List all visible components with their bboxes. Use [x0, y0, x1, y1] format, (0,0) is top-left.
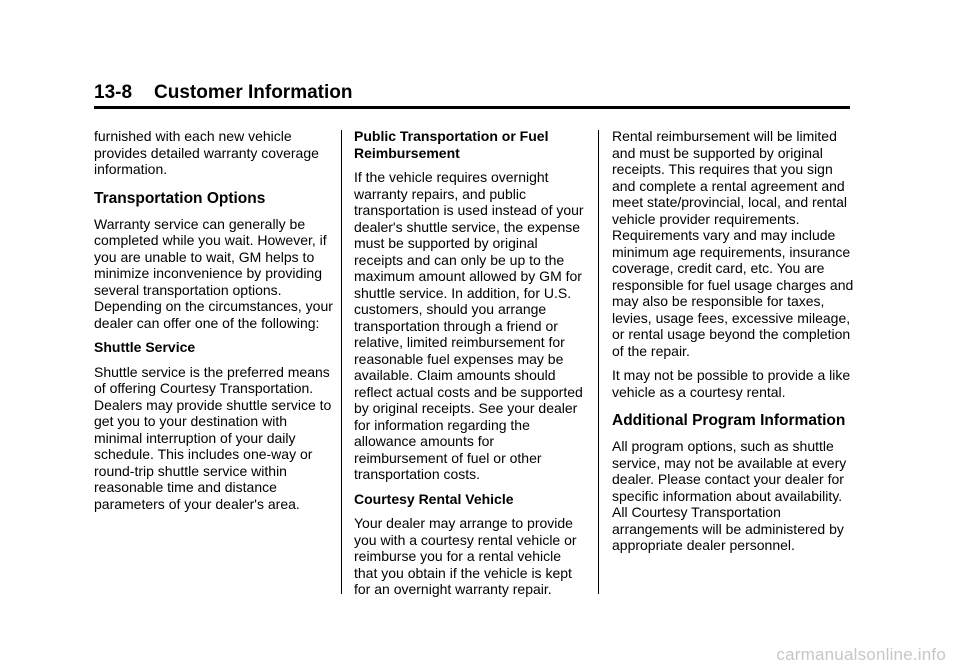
paragraph: Rental reimbursement will be limited and must be supported by original receipts. This requires that you sign and complete a rental agreement and meet state/provincial, local, and rental vehicle provider requirements. Requirements vary and may include minimum age requirements, insurance coverage, credit card, etc. You are responsible for fuel usage charges and may also be responsible for taxes, levies, usage fees, excessive mileage, or rental usage beyond the completion of the repair.: [612, 128, 854, 359]
page-header: [94, 80, 850, 106]
page-number: 13-8: [94, 82, 133, 103]
column-middle: [354, 128, 586, 606]
page-title: Customer Information: [154, 82, 353, 103]
paragraph: Shuttle service is the preferred means of offering Courtesy Transportation. Dealers may provide shuttle service to get you to your destination with minimal interruption of your daily schedule. This includes one-way or round-trip shuttle service within reasonable time and distance parameters of your dealer's area.: [94, 363, 332, 512]
subheading-courtesy-rental: Courtesy Rental Vehicle: [354, 490, 514, 507]
header-rule: [94, 106, 850, 109]
paragraph: All program options, such as shuttle service, may not be available at every dealer. Please contact your dealer for specific information about availability. All Courtesy Transportation arrangements will be administered by appropriate dealer personnel.: [612, 438, 847, 553]
paragraph: furnished with each new vehicle provides detailed warranty coverage information.: [94, 128, 319, 177]
column-left: [94, 128, 336, 520]
paragraph: Warranty service can generally be completed while you wait. However, if you are unable to wait, GM helps to minimize inconvenience by providing several transportation options. Depending on the circumstances, your dealer can offer one of the following:: [94, 215, 333, 331]
heading-additional-program-information: Additional Program Information: [612, 412, 846, 429]
paragraph: If the vehicle requires overnight warranty repairs, and public transportation is used instead of your dealer's shuttle service, the expense must be supported by original receipts and can only be up to the maximum amount allowed by GM for shuttle service. In addition, for U.S. customers, should you arrange transportation through a friend or relative, limited reimbursement for reasonable fuel expenses may be available. Claim amounts should reflect actual costs and be supported by original receipts. See your dealer for information regarding the allowance amounts for reimbursement of fuel or other transportation costs.: [354, 169, 584, 482]
watermark: carmanualsonline.info: [776, 645, 946, 664]
column-divider: [598, 130, 599, 594]
subheading-shuttle-service: Shuttle Service: [94, 339, 196, 355]
column-divider: [341, 130, 342, 594]
paragraph: Your dealer may arrange to provide you with a courtesy rental vehicle or reimburse you for a rental vehicle that you obtain if the vehicle is kept for an overnight warranty repair.: [354, 515, 577, 597]
paragraph: It may not be possible to provide a like vehicle as a courtesy rental.: [612, 367, 851, 400]
column-right: [612, 128, 854, 562]
heading-transportation-options: Transportation Options: [94, 189, 266, 207]
subheading-public-transportation: Public Transportation or Fuel Reimbursement: [354, 128, 549, 161]
